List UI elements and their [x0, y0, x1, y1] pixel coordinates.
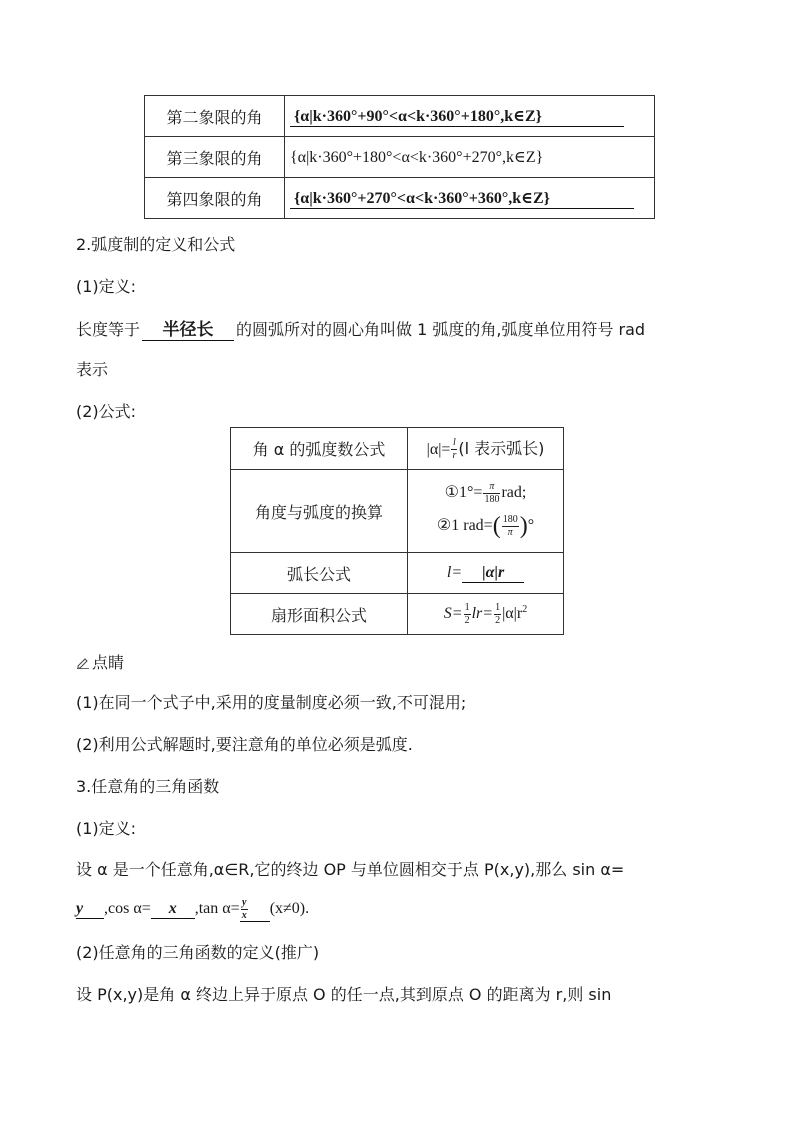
fraction: $\frac{l}{r}$ — [452, 437, 457, 461]
radian-formula-table — [230, 427, 564, 635]
radius-answer-blank: 半径长 — [142, 315, 234, 341]
section-3-def-line2: y ,cos α= x ,tan α= $\frac{y}{x}$ (x≠0). — [76, 897, 310, 921]
table-row — [145, 178, 655, 219]
section-2-def-line: 长度等于 半径长 的圆弧所对的圆心角叫做 1 弧度的角,弧度单位用符号 rad — [76, 315, 645, 341]
table-row — [231, 428, 564, 470]
formula-label: 角度与弧度的换算 — [231, 470, 408, 553]
section-2-def-heading: (1)定义: — [76, 277, 137, 296]
quadrant-label: 第四象限的角 — [145, 178, 285, 219]
pencil-icon — [76, 654, 90, 673]
fraction: $\frac{1}{2}$ — [495, 601, 501, 626]
tip-heading: 点睛 — [76, 650, 124, 673]
quadrant-answer-blank: {α|k·360°+270°<α<k·360°+360°,k∈Z} — [290, 188, 634, 209]
formula-value: l= |α|r — [408, 553, 564, 594]
table-row — [231, 553, 564, 594]
section-3-def-line: 设 α 是一个任意角,α∈R,它的终边 OP 与单位圆相交于点 P(x,y),那么 sin α= — [76, 860, 625, 879]
fraction: $\frac{\pi}{180}$ — [484, 481, 500, 505]
formula-value: ①1°= $\frac{\pi}{180}$ rad; ②1 rad=( $\frac{180}{\pi}$ )° — [408, 470, 564, 553]
formula-label: 弧长公式 — [231, 553, 408, 594]
table-row — [231, 594, 564, 635]
section-3-ext-line: 设 P(x,y)是角 α 终边上异于原点 O 的任一点,其到原点 O 的距离为 r,则 sin — [76, 985, 612, 1004]
formula-value: S= $\frac{1}{2}$ lr= $\frac{1}{2}$ $|\alpha|r^2$ — [408, 594, 564, 635]
fraction: $\frac{1}{2}$ — [464, 601, 470, 626]
quadrant-label: 第二象限的角 — [145, 96, 285, 137]
section-3-ext-heading: (2)任意角的三角函数的定义(推广) — [76, 943, 320, 962]
tan-answer-blank — [240, 898, 270, 922]
arc-length-answer-blank: |α|r — [462, 564, 524, 583]
quadrant-answer-blank: {α|k·360°+90°<α<k·360°+180°,k∈Z} — [290, 106, 624, 127]
formula-label: 扇形面积公式 — [231, 594, 408, 635]
section-3-def-heading: (1)定义: — [76, 819, 137, 838]
quadrant-label: 第三象限的角 — [145, 137, 285, 178]
quadrant-value: {α|k·360°+180°<α<k·360°+270°,k∈Z} — [285, 137, 655, 178]
formula-label: 角 α 的弧度数公式 — [231, 428, 408, 470]
table-row — [145, 137, 655, 178]
sin-answer-blank: y — [76, 900, 104, 919]
cos-answer-blank: x — [151, 900, 195, 919]
tip-line-1: (1)在同一个式子中,采用的度量制度必须一致,不可混用; — [76, 693, 467, 712]
tip-line-2: (2)利用公式解题时,要注意角的单位必须是弧度. — [76, 735, 413, 754]
table-row — [145, 96, 655, 137]
section-3-title: 3.任意角的三角函数 — [76, 777, 220, 796]
fraction: $\frac{y}{x}$ — [241, 897, 247, 921]
quadrant-table — [144, 95, 655, 219]
fraction: $\frac{180}{\pi}$ — [502, 514, 518, 538]
formula-value: |α|= $\frac{l}{r}$ (l 表示弧长) — [408, 428, 564, 470]
section-2-formula-heading: (2)公式: — [76, 402, 137, 421]
table-row — [231, 470, 564, 553]
section-2-title: 2.弧度制的定义和公式 — [76, 235, 236, 254]
section-2-def-line2: 表示 — [76, 360, 109, 379]
